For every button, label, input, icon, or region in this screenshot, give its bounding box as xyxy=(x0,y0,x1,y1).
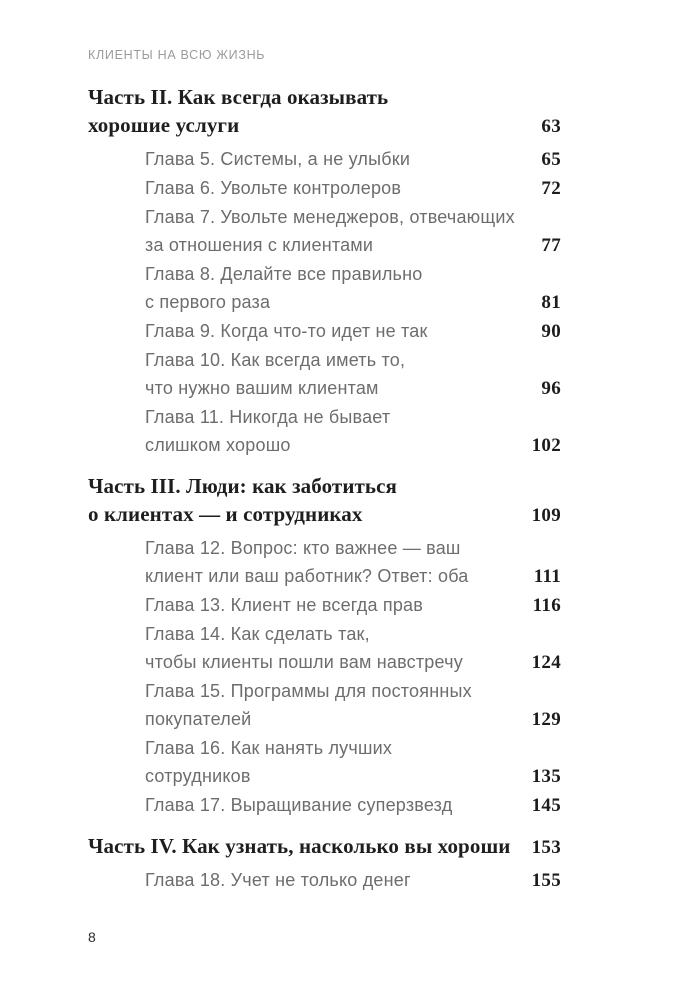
part-title-text: Часть III. Люди: как заботиться xyxy=(88,474,398,498)
chapter-entry-line xyxy=(145,317,561,346)
chapter-entry-text: что нужно вашим клиентам xyxy=(145,378,379,398)
chapter-entry-page-number: 116 xyxy=(532,595,561,616)
chapter-entry-text: Глава 15. Программы для постоянных xyxy=(145,681,472,701)
chapter-entry xyxy=(145,317,561,346)
part-title-text: Часть II. Как всегда оказывать xyxy=(88,85,389,109)
table-of-contents xyxy=(88,83,561,895)
chapter-list xyxy=(145,866,561,895)
chapter-entry-line xyxy=(145,562,561,591)
chapter-entry-text: Глава 6. Увольте контролеров xyxy=(145,178,402,198)
chapter-entry-page-number: 155 xyxy=(531,870,561,891)
chapter-entry-line xyxy=(145,866,561,895)
chapter-entry xyxy=(145,734,561,791)
chapter-entry-line xyxy=(145,260,561,288)
part-title-page-number: 63 xyxy=(541,116,561,137)
chapter-entry-line xyxy=(145,346,561,374)
part-title-text: Часть IV. Как узнать, насколько вы хороши xyxy=(88,834,511,858)
chapter-entry-page-number: 72 xyxy=(541,178,561,199)
chapter-entry-line xyxy=(145,174,561,203)
chapter-entry xyxy=(145,174,561,203)
chapter-entry-text: Глава 5. Системы, а не улыбки xyxy=(145,149,411,169)
chapter-entry-line xyxy=(145,705,561,734)
chapter-entry-line xyxy=(145,403,561,431)
toc-section xyxy=(88,832,561,895)
part-title-page-number: 109 xyxy=(531,505,561,526)
chapter-entry-line xyxy=(145,620,561,648)
chapter-entry xyxy=(145,677,561,734)
part-title-text: о клиентах — и сотрудниках xyxy=(88,502,363,526)
chapter-entry-line xyxy=(145,203,561,231)
chapter-entry xyxy=(145,145,561,174)
toc-section xyxy=(88,83,561,460)
chapter-entry xyxy=(145,346,561,403)
part-title xyxy=(88,832,561,862)
chapter-entry-text: Глава 18. Учет не только денег xyxy=(145,870,411,890)
folio-page-number: 8 xyxy=(88,929,96,945)
chapter-entry-line xyxy=(145,374,561,403)
part-title-line xyxy=(88,832,561,862)
chapter-entry-line xyxy=(145,734,561,762)
chapter-entry-page-number: 81 xyxy=(541,292,561,313)
chapter-entry-page-number: 96 xyxy=(541,378,561,399)
chapter-entry-page-number: 135 xyxy=(531,766,561,787)
chapter-entry-line xyxy=(145,591,561,620)
chapter-entry-line xyxy=(145,288,561,317)
chapter-entry-line xyxy=(145,534,561,562)
chapter-entry-line xyxy=(145,677,561,705)
chapter-entry-page-number: 65 xyxy=(541,149,561,170)
chapter-entry-text: Глава 8. Делайте все правильно xyxy=(145,264,423,284)
chapter-entry-page-number: 145 xyxy=(531,795,561,816)
chapter-entry xyxy=(145,534,561,591)
part-title-line xyxy=(88,111,561,141)
chapter-entry-text: Глава 9. Когда что-то идет не так xyxy=(145,321,428,341)
toc-section xyxy=(88,472,561,820)
chapter-entry-line xyxy=(145,145,561,174)
chapter-entry-page-number: 102 xyxy=(531,435,561,456)
chapter-entry-text: Глава 17. Выращивание суперзвезд xyxy=(145,795,453,815)
chapter-entry-page-number: 77 xyxy=(541,235,561,256)
chapter-entry-text: Глава 16. Как нанять лучших xyxy=(145,738,393,758)
chapter-entry-text: клиент или ваш работник? Ответ: оба xyxy=(145,566,469,586)
chapter-entry-text: с первого раза xyxy=(145,292,271,312)
chapter-entry-text: слишком хорошо xyxy=(145,435,291,455)
chapter-entry xyxy=(145,591,561,620)
part-title-page-number: 153 xyxy=(531,837,561,858)
chapter-entry-text: за отношения с клиентами xyxy=(145,235,374,255)
chapter-entry xyxy=(145,260,561,317)
chapter-entry-text: чтобы клиенты пошли вам навстречу xyxy=(145,652,463,672)
page-content xyxy=(88,48,561,895)
chapter-entry-text: покупателей xyxy=(145,709,252,729)
chapter-entry-text: Глава 12. Вопрос: кто важнее — ваш xyxy=(145,538,461,558)
chapter-list xyxy=(145,534,561,820)
chapter-entry xyxy=(145,866,561,895)
running-header: КЛИЕНТЫ НА ВСЮ ЖИЗНЬ xyxy=(88,48,266,62)
part-title-line xyxy=(88,83,561,111)
chapter-entry xyxy=(145,203,561,260)
chapter-entry-text: Глава 7. Увольте менеджеров, отвечающих xyxy=(145,207,515,227)
chapter-entry-text: Глава 14. Как сделать так, xyxy=(145,624,370,644)
chapter-entry-text: Глава 10. Как всегда иметь то, xyxy=(145,350,406,370)
chapter-entry-line xyxy=(145,431,561,460)
chapter-entry xyxy=(145,403,561,460)
chapter-entry-line xyxy=(145,231,561,260)
chapter-entry xyxy=(145,620,561,677)
chapter-entry-line xyxy=(145,762,561,791)
chapter-entry-page-number: 129 xyxy=(531,709,561,730)
part-title-line xyxy=(88,500,561,530)
chapter-entry-text: Глава 13. Клиент не всегда прав xyxy=(145,595,424,615)
chapter-entry-line xyxy=(145,648,561,677)
chapter-entry xyxy=(145,791,561,820)
chapter-entry-page-number: 90 xyxy=(541,321,561,342)
chapter-entry-page-number: 111 xyxy=(533,566,561,587)
part-title-text: хорошие услуги xyxy=(88,113,240,137)
chapter-list xyxy=(145,145,561,460)
part-title-line xyxy=(88,472,561,500)
part-title xyxy=(88,472,561,530)
chapter-entry-line xyxy=(145,791,561,820)
chapter-entry-text: сотрудников xyxy=(145,766,251,786)
chapter-entry-text: Глава 11. Никогда не бывает xyxy=(145,407,391,427)
part-title xyxy=(88,83,561,141)
chapter-entry-page-number: 124 xyxy=(531,652,561,673)
